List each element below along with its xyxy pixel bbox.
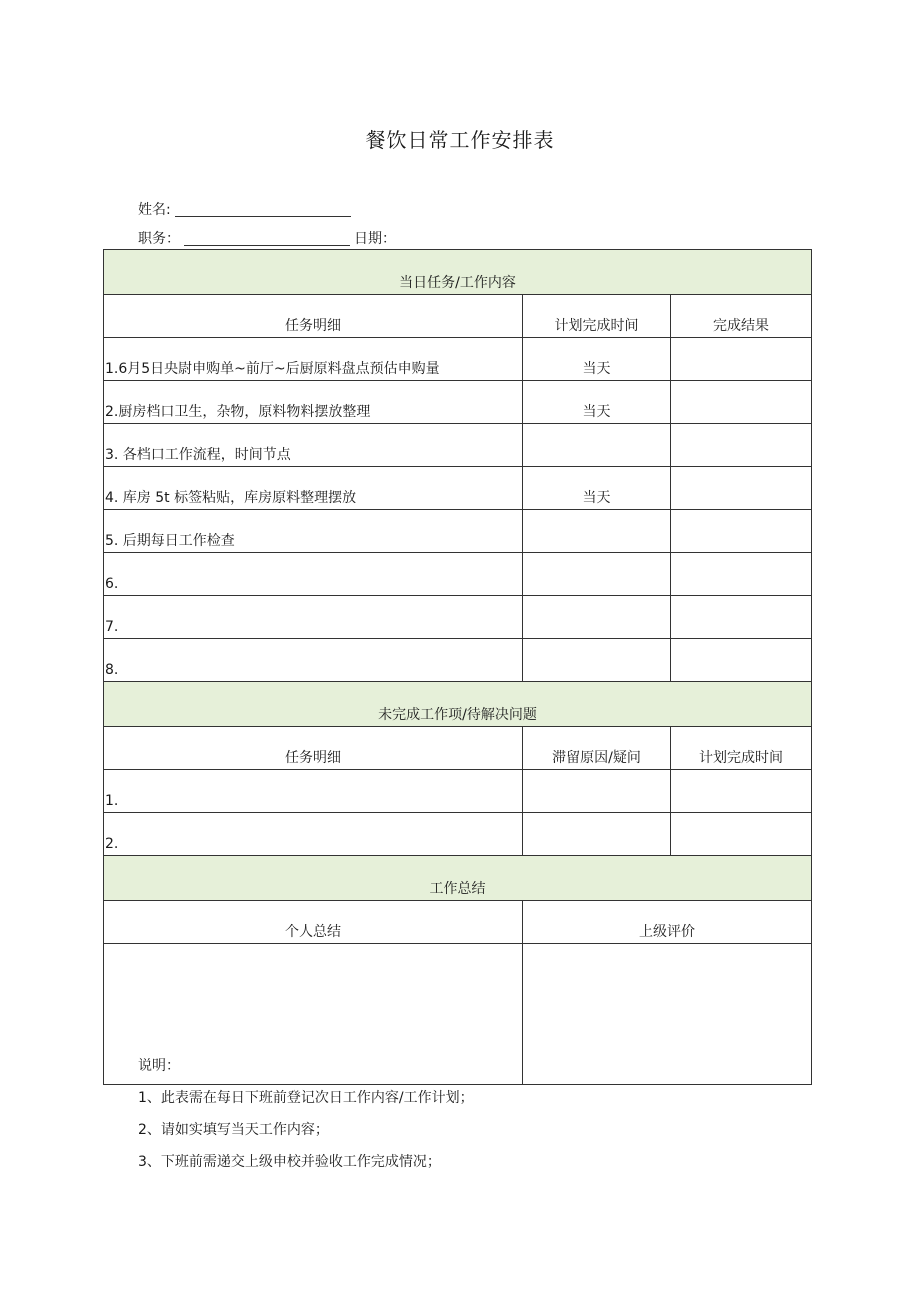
time-cell[interactable] xyxy=(671,813,812,856)
table-row xyxy=(104,596,812,639)
table-row xyxy=(104,381,812,424)
notes-title: 说明： xyxy=(138,1058,180,1074)
column-header-planned-time: 计划完成时间 xyxy=(671,727,812,770)
note-item: 3、下班前需递交上级申校并验收工作完成情况； xyxy=(138,1154,441,1170)
note-item: 2、请如实填写当天工作内容； xyxy=(138,1122,329,1138)
time-cell[interactable]: 当天 xyxy=(523,338,671,381)
daily-section-header: 当日任务/工作内容 xyxy=(104,250,812,295)
column-header-reason: 滞留原因/疑问 xyxy=(523,727,671,770)
pending-task-cell[interactable]: 2. xyxy=(104,813,523,856)
page-title: 餐饮日常工作安排表 xyxy=(365,128,555,152)
time-cell[interactable] xyxy=(671,770,812,813)
table-row xyxy=(104,338,812,381)
work-schedule-table xyxy=(103,249,812,1085)
task-cell[interactable]: 3. 各档口工作流程，时间节点 xyxy=(104,424,523,467)
name-label: 姓名: xyxy=(138,202,171,218)
reason-cell[interactable] xyxy=(523,813,671,856)
result-cell[interactable] xyxy=(671,510,812,553)
position-date-field xyxy=(138,229,396,249)
column-header-task: 任务明细 xyxy=(104,295,523,338)
date-label: 日期： xyxy=(354,231,396,247)
result-cell[interactable] xyxy=(671,424,812,467)
result-cell[interactable] xyxy=(671,596,812,639)
note-item: 1、此表需在每日下班前登记次日工作内容/工作计划； xyxy=(138,1090,474,1106)
task-cell[interactable]: 7. xyxy=(104,596,523,639)
column-header-task: 任务明细 xyxy=(104,727,523,770)
pending-section-header-row xyxy=(104,682,812,727)
pending-section-header: 未完成工作项/待解决问题 xyxy=(104,682,812,727)
pending-column-header-row xyxy=(104,727,812,770)
summary-section-header: 工作总结 xyxy=(104,856,812,901)
daily-column-header-row xyxy=(104,295,812,338)
column-header-supervisor-review: 上级评价 xyxy=(523,901,812,944)
result-cell[interactable] xyxy=(671,338,812,381)
result-cell[interactable] xyxy=(671,467,812,510)
summary-column-header-row xyxy=(104,901,812,944)
column-header-result: 完成结果 xyxy=(671,295,812,338)
table-row xyxy=(104,553,812,596)
time-cell[interactable] xyxy=(523,510,671,553)
reason-cell[interactable] xyxy=(523,770,671,813)
notes-section xyxy=(138,1056,474,1184)
time-cell[interactable] xyxy=(523,553,671,596)
column-header-planned-time: 计划完成时间 xyxy=(523,295,671,338)
column-header-personal-summary: 个人总结 xyxy=(104,901,523,944)
result-cell[interactable] xyxy=(671,553,812,596)
task-cell[interactable]: 4. 库房 5t 标签粘贴，库房原料整理摆放 xyxy=(104,467,523,510)
table-row xyxy=(104,639,812,682)
time-cell[interactable] xyxy=(523,639,671,682)
task-cell[interactable]: 8. xyxy=(104,639,523,682)
time-cell[interactable]: 当天 xyxy=(523,381,671,424)
table-row xyxy=(104,424,812,467)
table-row xyxy=(104,770,812,813)
supervisor-review-cell[interactable] xyxy=(523,944,812,1085)
table-row xyxy=(104,813,812,856)
task-cell[interactable]: 2.厨房档口卫生，杂物，原料物料摆放整理 xyxy=(104,381,523,424)
table-row xyxy=(104,510,812,553)
table-row xyxy=(104,467,812,510)
task-cell[interactable]: 1.6月5日央尉申购单~前厅~后厨原料盘点预估申购量 xyxy=(104,338,523,381)
daily-section-header-row xyxy=(104,250,812,295)
pending-task-cell[interactable]: 1. xyxy=(104,770,523,813)
position-label: 职务： xyxy=(138,231,180,247)
task-cell[interactable]: 5. 后期每日工作检查 xyxy=(104,510,523,553)
task-cell[interactable]: 6. xyxy=(104,553,523,596)
position-input-line[interactable] xyxy=(184,231,350,246)
result-cell[interactable] xyxy=(671,381,812,424)
time-cell[interactable]: 当天 xyxy=(523,467,671,510)
summary-section-header-row xyxy=(104,856,812,901)
name-field xyxy=(138,200,355,220)
time-cell[interactable] xyxy=(523,424,671,467)
name-input-line[interactable] xyxy=(175,202,351,217)
result-cell[interactable] xyxy=(671,639,812,682)
time-cell[interactable] xyxy=(523,596,671,639)
